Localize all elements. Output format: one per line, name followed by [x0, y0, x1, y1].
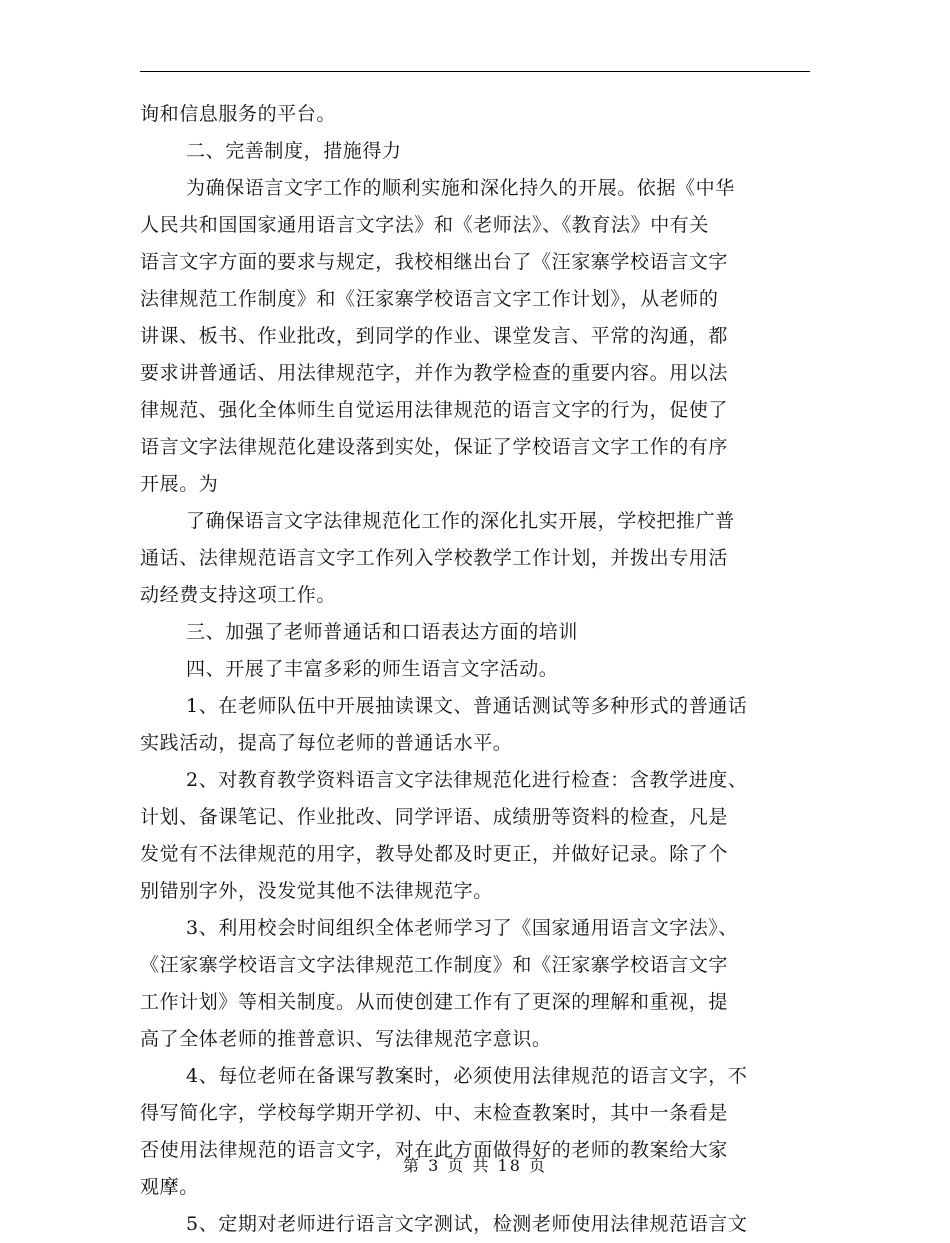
text-line: 得写简化字，学校每学期开学初、中、末检查教案时，其中一条看是 [140, 1102, 729, 1124]
text-line: 4、每位老师在备课写教案时，必须使用法律规范的语言文字，不 [186, 1065, 748, 1087]
text-line: 了确保语言文字法律规范化工作的深化扎实开展，学校把推广普 [186, 510, 735, 532]
text-line: 二、完善制度，措施得力 [186, 140, 402, 162]
text-line: 2、对教育教学资料语言文字法律规范化进行检查：含教学进度、 [186, 769, 748, 791]
text-line: 要求讲普通话、用法律规范字，并作为教学检查的重要内容。用以法 [140, 362, 729, 384]
text-line: 询和信息服务的平台。 [140, 103, 337, 125]
text-line: 3、利用校会时间组织全体老师学习了《国家通用语言文字法》、 [186, 917, 738, 939]
text-line: 《汪家寨学校语言文字法律规范工作制度》和《汪家寨学校语言文字 [140, 954, 729, 976]
text-line: 计划、备课笔记、作业批改、同学评语、成绩册等资料的检查，凡是 [140, 806, 729, 828]
text-line: 否使用法律规范的语言文字，对在此方面做得好的老师的教案给大家 [140, 1139, 729, 1161]
text-line: 别错别字外，没发觉其他不法律规范字。 [140, 880, 493, 902]
text-line: 动经费支持这项工作。 [140, 584, 337, 606]
text-line: 高了全体老师的推普意识、写法律规范字意识。 [140, 1028, 552, 1050]
text-line: 律规范、强化全体师生自觉运用法律规范的语言文字的行为，促使了 [140, 399, 729, 421]
text-line: 通话、法律规范语言文字工作列入学校教学工作计划，并拨出专用活 [140, 547, 729, 569]
text-line: 四、开展了丰富多彩的师生语言文字活动。 [186, 658, 559, 680]
text-line: 观摩。 [140, 1176, 199, 1198]
text-line: 实践活动，提高了每位老师的普通话水平。 [140, 732, 513, 754]
text-line: 法律规范工作制度》和《汪家寨学校语言文字工作计划》，从老师的 [140, 288, 719, 310]
text-line: 人民共和国国家通用语言文字法》和《老师法》、《教育法》中有关 [140, 214, 710, 236]
header-rule [140, 71, 810, 72]
text-line: 5、定期对老师进行语言文字测试，检测老师使用法律规范语言文 [186, 1213, 748, 1235]
text-line: 三、加强了老师普通话和口语表达方面的培训 [186, 621, 579, 643]
text-line: 1、在老师队伍中开展抽读课文、普通话测试等多种形式的普通话 [186, 695, 748, 717]
text-line: 发觉有不法律规范的用字，教导处都及时更正，并做好记录。除了个 [140, 843, 729, 865]
page-number: 第 3 页 共 18 页 [403, 1156, 547, 1175]
text-line: 语言文字方面的要求与规定，我校相继出台了《汪家寨学校语言文字 [140, 251, 729, 273]
text-line: 讲课、板书、作业批改，到同学的作业、课堂发言、平常的沟通，都 [140, 325, 729, 347]
text-line: 为确保语言文字工作的顺利实施和深化持久的开展。依据《中华 [186, 177, 735, 199]
text-line: 开展。为 [140, 473, 219, 495]
document-body [140, 96, 810, 1243]
text-line: 语言文字法律规范化建设落到实处，保证了学校语言文字工作的有序 [140, 436, 729, 458]
text-line: 工作计划》等相关制度。从而使创建工作有了更深的理解和重视，提 [140, 991, 729, 1013]
